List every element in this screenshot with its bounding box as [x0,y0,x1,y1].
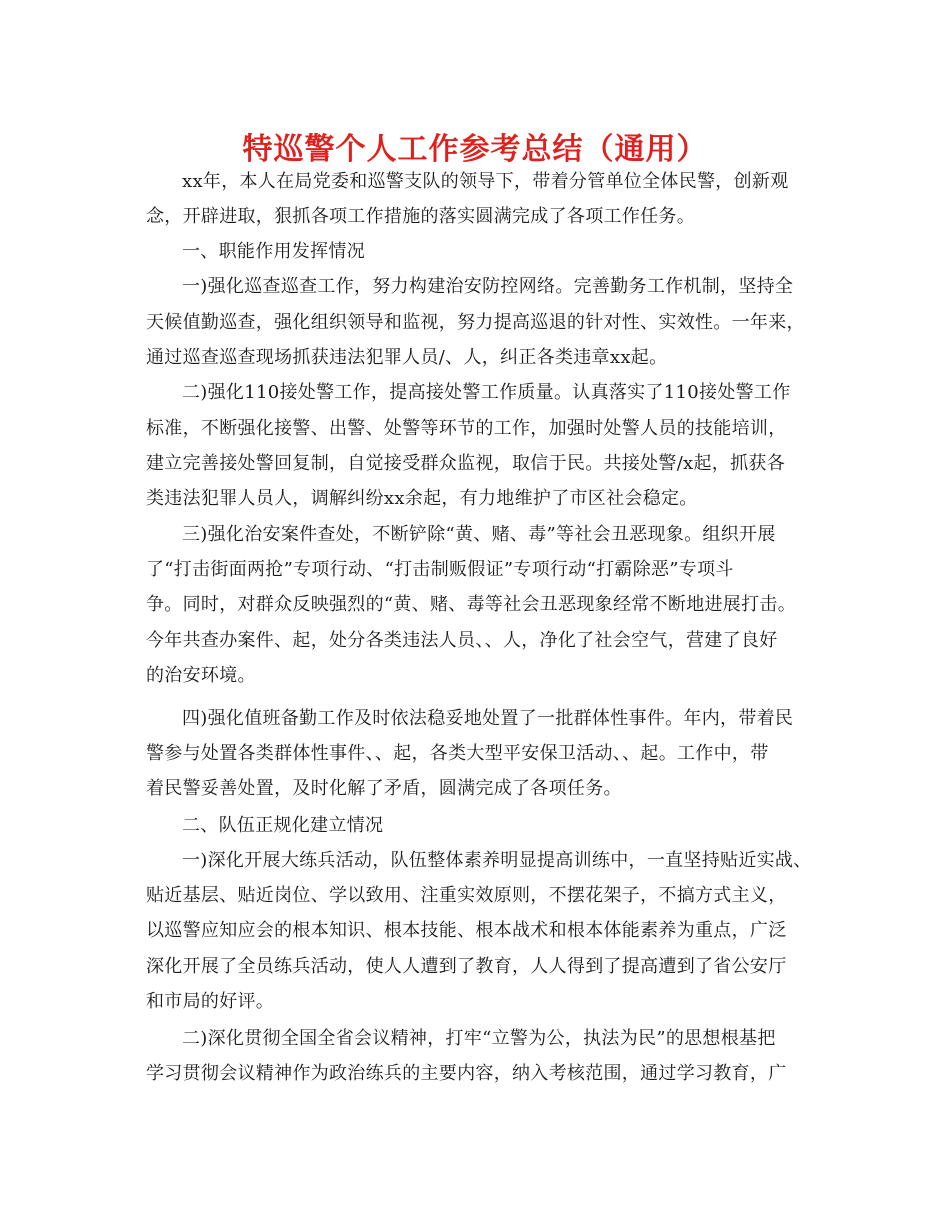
section-heading: 一、职能作用发挥情况 [182,241,365,262]
text-line: 天候值勤巡查，强化组织领导和监视，努力提高巡退的针对性、实效性。一年来， [146,312,805,333]
text-line: 以巡警应知应会的根本知识、根本技能、根本战术和根本体能素养为重点，广泛 [146,920,787,941]
section-heading: 二、队伍正规化建立情况 [182,815,384,836]
text-line: 通过巡查巡查现场抓获违法犯罪人员/、人，纠正各类违章xx起。 [146,347,668,368]
text-line: 今年共查办案件、起，处分各类违法人员、、人，净化了社会空气，营建了良好 [146,630,778,651]
text-line: 了“打击街面两抢”专项行动、“打击制贩假证”专项行动“打霸除恶”专项斗 [146,559,734,580]
text-line: 二)深化贯彻全国全省会议精神，打牢“立警为公，执法为民”的思想根基把 [182,1028,776,1049]
text-line: 警参与处置各类群体性事件、、起，各类大型平安保卫活动、、起。工作中，带 [146,743,769,764]
text-line: 争。同时，对群众反映强烈的“黄、赌、毒等社会丑恶现象经常不断地进展打击。 [146,594,796,615]
text-line: 三)强化治安案件查处，不断铲除“黄、赌、毒”等社会丑恶现象。组织开展 [182,524,776,545]
text-line: 标准，不断强化接警、出警、处警等环节的工作，加强时处警人员的技能培训， [146,418,787,439]
text-line: 一)强化巡查巡查工作，努力构建治安防控网络。完善勤务工作机制，坚持全 [182,276,794,297]
text-line: 念，开辟进取，狠抓各项工作措施的落实圆满完成了各项工作任务。 [146,206,695,227]
text-line: 建立完善接处警回复制，自觉接受群众监视，取信于民。共接处警/x起，抓获各 [146,453,786,474]
text-line: 和市局的好评。 [146,991,275,1012]
text-line: 类违法犯罪人员人，调解纠纷xx余起，有力地维护了市区社会稳定。 [146,488,698,509]
text-line: 贴近基层、贴近岗位、学以致用、注重实效原则，不摆花架子，不搞方式主义， [146,885,787,906]
text-line: 深化开展了全员练兵活动，使人人遭到了教育，人人得到了提高遭到了省公安厅 [146,956,787,977]
text-line: 学习贯彻会议精神作为政治练兵的主要内容，纳入考核范围，通过学习教育，广 [146,1063,787,1084]
text-line: 二)强化110接处警工作，提高接处警工作质量。认真落实了110接处警工作 [182,382,791,403]
text-line: 四)强化值班备勤工作及时依法稳妥地处置了一批群体性事件。年内，带着民 [182,708,794,729]
text-line: 的治安环境。 [146,665,256,686]
text-line: 着民警妥善处置，及时化解了矛盾，圆满完成了各项任务。 [146,778,622,799]
document-title: 特巡警个人工作参考总结（通用） [242,132,708,167]
text-line: xx年，本人在局党委和巡警支队的领导下，带着分管单位全体民警，创新观 [182,171,789,192]
text-line: 一)深化开展大练兵活动，队伍整体素养明显提高训练中，一直坚持贴近实战、 [182,850,812,871]
